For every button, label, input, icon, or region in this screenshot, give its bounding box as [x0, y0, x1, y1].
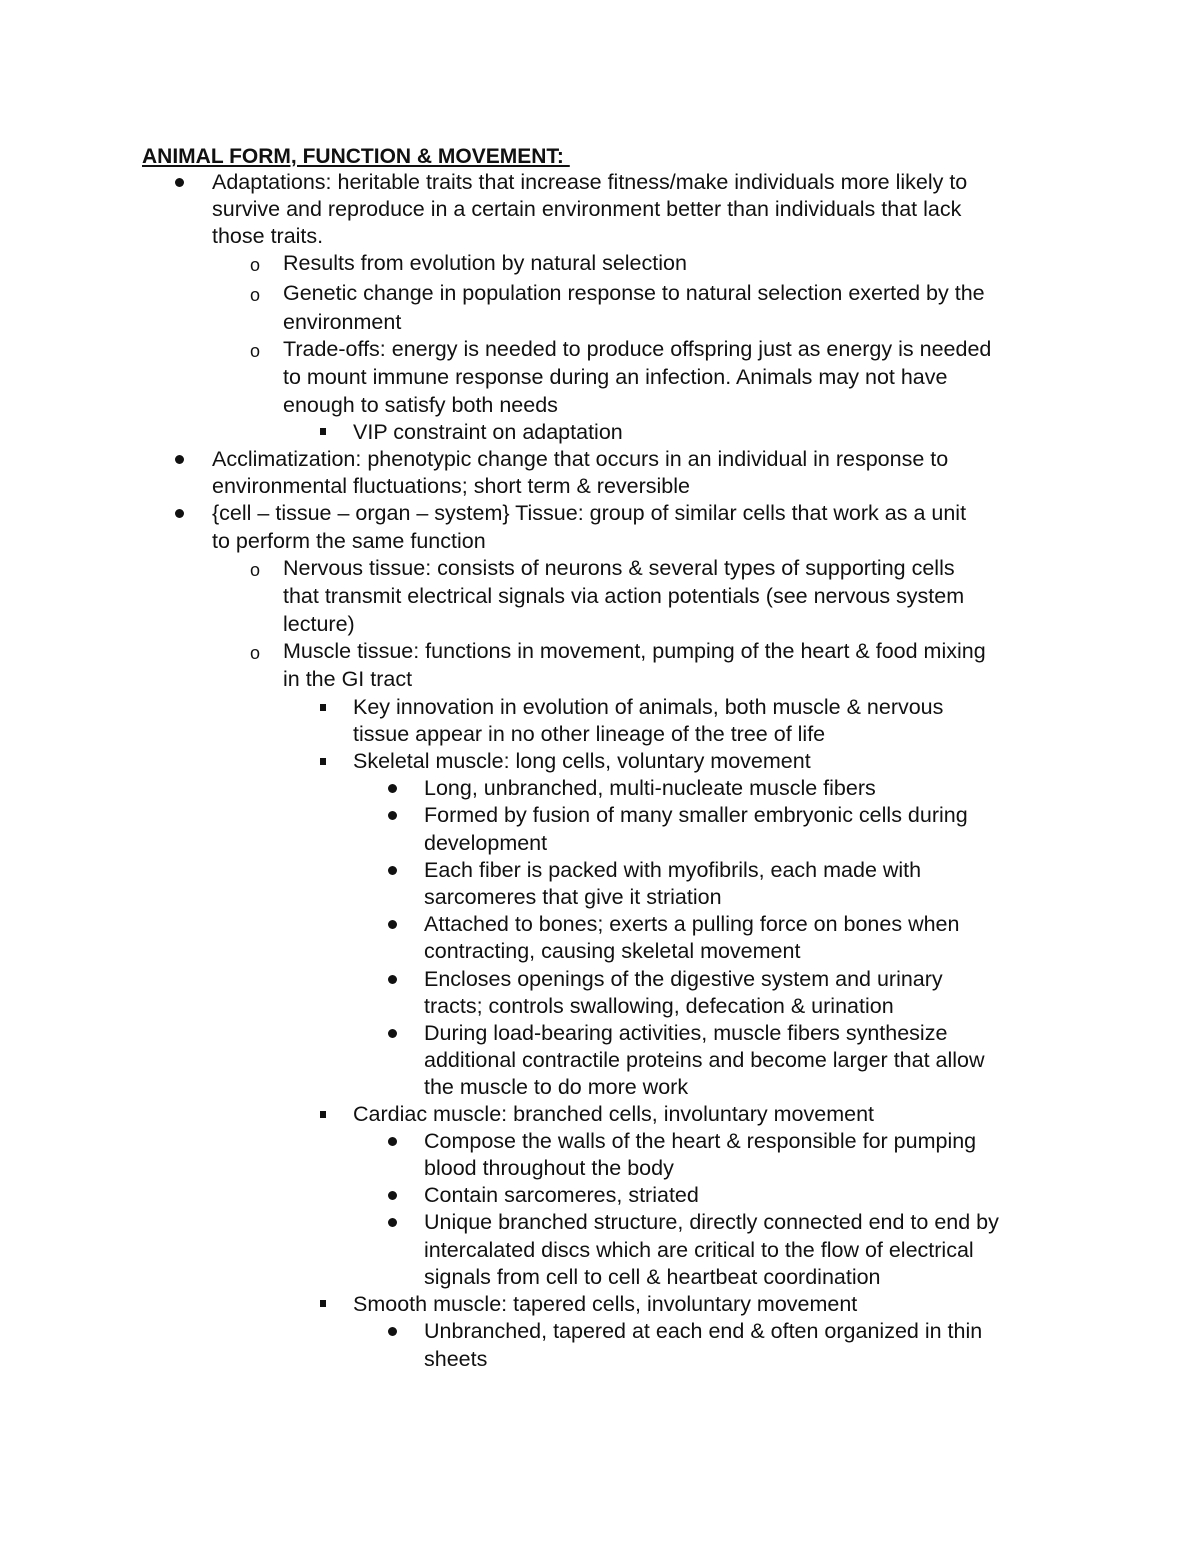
- bullet-marker: o: [250, 341, 261, 361]
- bullet-marker: [388, 1218, 397, 1227]
- list-item-text: Unique branched structure, directly connected end to end by: [424, 1210, 999, 1234]
- list-item-text: that transmit electrical signals via action potentials (see nervous system: [283, 584, 965, 608]
- list-item-text: Acclimatization: phenotypic change that occurs in an individual in response to: [212, 447, 949, 471]
- list-item-text: Compose the walls of the heart & responsible for pumping: [424, 1129, 977, 1153]
- list-item-text: in the GI tract: [283, 667, 413, 691]
- bullet-marker: [388, 866, 397, 875]
- bullet-marker: [175, 509, 184, 518]
- document-title: ANIMAL FORM, FUNCTION & MOVEMENT:: [142, 145, 570, 168]
- list-item-text: Each fiber is packed with myofibrils, each made with: [424, 858, 922, 882]
- list-item-text: Skeletal muscle: long cells, voluntary movement: [353, 749, 811, 773]
- list-item-text: blood throughout the body: [424, 1156, 674, 1180]
- bullet-marker: [388, 811, 397, 820]
- bullet-marker: [388, 1137, 397, 1146]
- list-item-text: During load-bearing activities, muscle fibers synthesize: [424, 1021, 948, 1045]
- list-item-text: Results from evolution by natural selection: [283, 251, 687, 275]
- list-item-text: Long, unbranched, multi-nucleate muscle fibers: [424, 776, 876, 800]
- list-item-text: Smooth muscle: tapered cells, involuntary movement: [353, 1292, 858, 1316]
- list-item-text: tissue appear in no other lineage of the tree of life: [353, 722, 826, 746]
- list-item-text: survive and reproduce in a certain environment better than individuals that lack: [212, 197, 962, 221]
- list-item-text: enough to satisfy both needs: [283, 393, 558, 417]
- bullet-marker: o: [250, 643, 261, 663]
- bullet-marker: [320, 758, 326, 765]
- list-item-text: Formed by fusion of many smaller embryonic cells during: [424, 803, 968, 827]
- bullet-marker: [175, 178, 184, 187]
- list-item-text: VIP constraint on adaptation: [353, 420, 623, 444]
- list-item-text: lecture): [283, 612, 355, 636]
- bullet-marker: [388, 1191, 397, 1200]
- list-item-text: {cell – tissue – organ – system} Tissue: group of similar cells that work as a unit: [212, 501, 967, 525]
- list-item-text: development: [424, 831, 548, 855]
- list-item-text: sheets: [424, 1347, 488, 1371]
- bullet-marker: [388, 784, 397, 793]
- list-item-text: to perform the same function: [212, 529, 486, 553]
- bullet-marker: o: [250, 285, 261, 305]
- bullet-marker: [388, 1029, 397, 1038]
- list-item-text: Trade-offs: energy is needed to produce offspring just as energy is needed: [283, 337, 992, 361]
- list-item-text: Muscle tissue: functions in movement, pumping of the heart & food mixing: [283, 639, 986, 663]
- list-item-text: the muscle to do more work: [424, 1075, 689, 1099]
- list-item-text: those traits.: [212, 224, 324, 248]
- list-item-text: signals from cell to cell & heartbeat coordination: [424, 1265, 881, 1289]
- bullet-marker: [388, 1327, 397, 1336]
- list-item-text: Nervous tissue: consists of neurons & several types of supporting cells: [283, 556, 955, 580]
- list-item-text: intercalated discs which are critical to the flow of electrical: [424, 1238, 974, 1262]
- list-item-text: contracting, causing skeletal movement: [424, 939, 801, 963]
- list-item-text: Adaptations: heritable traits that increase fitness/make individuals more likely to: [212, 170, 968, 194]
- list-item-text: Key innovation in evolution of animals, both muscle & nervous: [353, 695, 944, 719]
- list-item-text: environment: [283, 310, 402, 334]
- bullet-marker: [175, 455, 184, 464]
- list-item-text: to mount immune response during an infection. Animals may not have: [283, 365, 948, 389]
- list-item-text: tracts; controls swallowing, defecation & urination: [424, 994, 894, 1018]
- list-item-text: Attached to bones; exerts a pulling force on bones when: [424, 912, 960, 936]
- list-item-text: Cardiac muscle: branched cells, involuntary movement: [353, 1102, 875, 1126]
- bullet-marker: [320, 704, 326, 711]
- list-item-text: additional contractile proteins and become larger that allow: [424, 1048, 985, 1072]
- bullet-marker: [320, 1300, 326, 1307]
- list-item-text: environmental fluctuations; short term & reversible: [212, 474, 690, 498]
- list-item-text: Contain sarcomeres, striated: [424, 1183, 699, 1207]
- bullet-marker: [320, 428, 326, 435]
- bullet-marker: [320, 1111, 326, 1118]
- list-item-text: Genetic change in population response to natural selection exerted by the: [283, 281, 985, 305]
- bullet-marker: o: [250, 560, 261, 580]
- bullet-marker: o: [250, 255, 261, 275]
- list-item-text: sarcomeres that give it striation: [424, 885, 722, 909]
- list-item-text: Unbranched, tapered at each end & often organized in thin: [424, 1319, 983, 1343]
- bullet-marker: [388, 920, 397, 929]
- bullet-marker: [388, 975, 397, 984]
- list-item-text: Encloses openings of the digestive system and urinary: [424, 967, 943, 991]
